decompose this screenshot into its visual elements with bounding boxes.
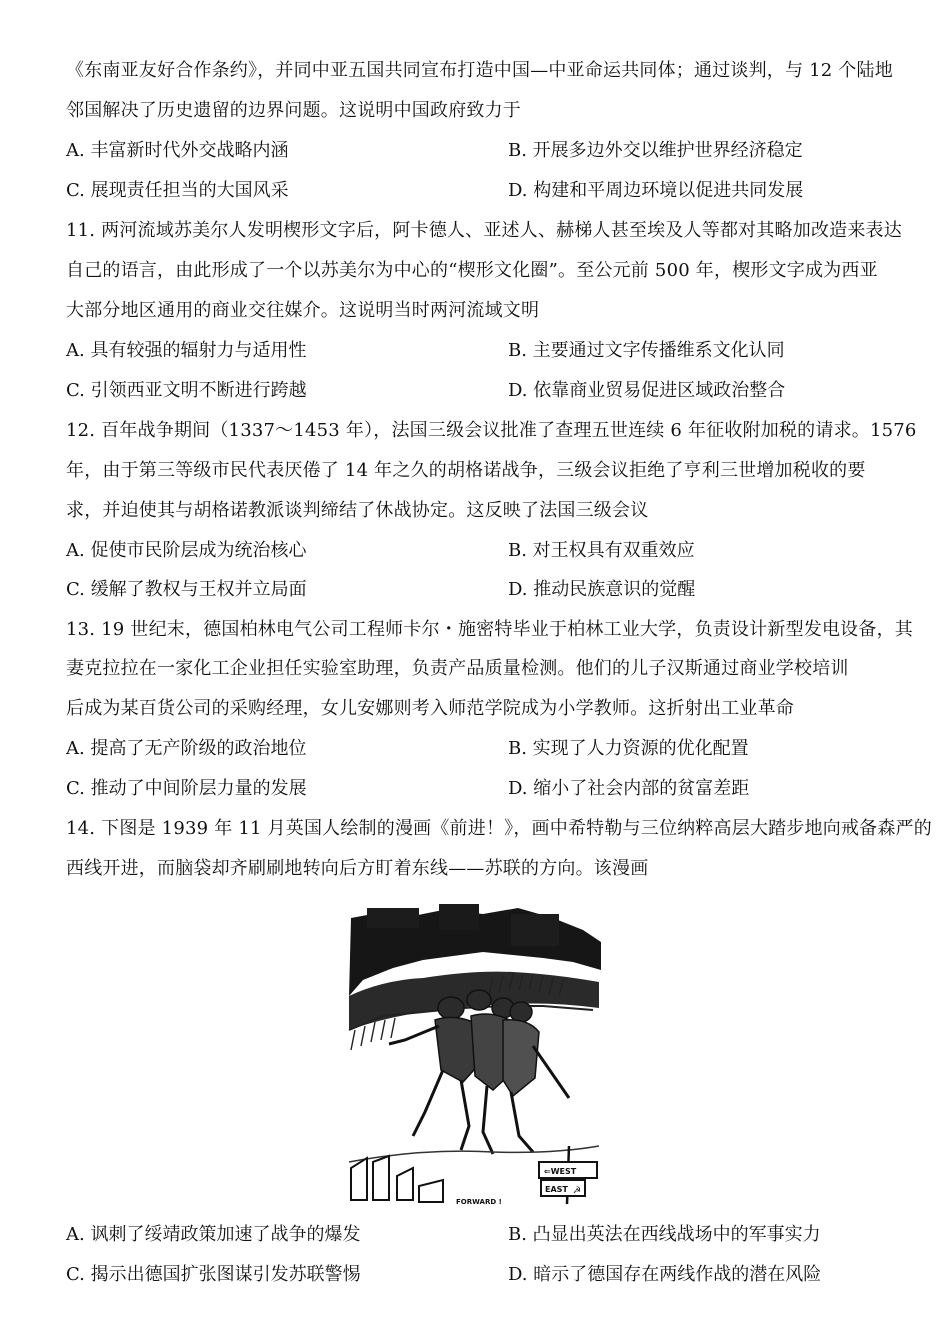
q12-option-a[interactable]: A. 促使市民阶层成为统治核心 <box>66 540 307 561</box>
q11-stem-line-1: 11. 两河流域苏美尔人发明楔形文字后，阿卡德人、亚述人、赫梯人甚至埃及人等都对其略加改造来表达 <box>66 220 902 241</box>
forward-cartoon-image <box>343 900 605 1216</box>
q11-stem-line-2: 自己的语言，由此形成了一个以苏美尔为中心的“楔形文化圈”。至公元前 500 年，楔形文字成为西亚 <box>66 260 878 281</box>
q12-option-b[interactable]: B. 对王权具有双重效应 <box>508 540 695 561</box>
q13-option-a[interactable]: A. 提高了无产阶级的政治地位 <box>66 738 307 759</box>
q11-option-d[interactable]: D. 依靠商业贸易促进区域政治整合 <box>508 380 786 401</box>
q11-stem-line-3: 大部分地区通用的商业交往媒介。这说明当时两河流域文明 <box>66 300 540 321</box>
q14-stem-line-1: 14. 下图是 1939 年 11 月英国人绘制的漫画《前进！》，画中希特勒与三位纳粹高层大踏步地向戒备森严的 <box>66 818 932 839</box>
q13-option-c[interactable]: C. 推动了中间阶层力量的发展 <box>66 778 307 799</box>
q14-stem-line-2: 西线开进，而脑袋却齐刷刷地转向后方盯着东线——苏联的方向。该漫画 <box>66 858 649 879</box>
cartoon-caption: FORWARD ! <box>456 1198 502 1206</box>
q14-option-c[interactable]: C. 揭示出德国扩张图谋引发苏联警惕 <box>66 1264 361 1285</box>
sign-east-label: EAST <box>545 1185 568 1194</box>
hammer-sickle-icon: ☭ <box>573 1186 582 1196</box>
q10-option-d[interactable]: D. 构建和平周边环境以促进共同发展 <box>508 180 804 201</box>
q11-option-a[interactable]: A. 具有较强的辐射力与适用性 <box>66 340 307 361</box>
q10-option-b[interactable]: B. 开展多边外交以维护世界经济稳定 <box>508 140 803 161</box>
q13-stem-line-3: 后成为某百货公司的采购经理，女儿安娜则考入师范学院成为小学教师。这折射出工业革命 <box>66 698 794 719</box>
q10-stem-line-2: 邻国解决了历史遗留的边界问题。这说明中国政府致力于 <box>66 100 521 121</box>
q13-option-b[interactable]: B. 实现了人力资源的优化配置 <box>508 738 749 759</box>
q12-option-d[interactable]: D. 推动民族意识的觉醒 <box>508 579 696 600</box>
q12-option-c[interactable]: C. 缓解了教权与王权并立局面 <box>66 579 307 600</box>
q10-option-a[interactable]: A. 丰富新时代外交战略内涵 <box>66 140 289 161</box>
q12-stem-line-3: 求，并迫使其与胡格诺教派谈判缔结了休战协定。这反映了法国三级会议 <box>66 500 649 521</box>
q11-option-b[interactable]: B. 主要通过文字传播维系文化认同 <box>508 340 785 361</box>
q10-stem-line-1: 《东南亚友好合作条约》，并同中亚五国共同宣布打造中国—中亚命运共同体；通过谈判，与 12 个陆地 <box>66 60 893 81</box>
q13-option-d[interactable]: D. 缩小了社会内部的贫富差距 <box>508 778 750 799</box>
q13-stem-line-1: 13. 19 世纪末，德国柏林电气公司工程师卡尔・施密特毕业于柏林工业大学，负责设计新型发电设备，其 <box>66 619 913 640</box>
q10-option-c[interactable]: C. 展现责任担当的大国风采 <box>66 180 289 201</box>
q14-option-d[interactable]: D. 暗示了德国存在两线作战的潜在风险 <box>508 1264 822 1285</box>
q12-stem-line-1: 12. 百年战争期间（1337～1453 年），法国三级会议批准了查理五世连续 6 年征收附加税的请求。1576 <box>66 420 917 441</box>
q14-option-a[interactable]: A. 讽刺了绥靖政策加速了战争的爆发 <box>66 1224 361 1245</box>
sign-west-label: ⇐WEST <box>544 1167 577 1176</box>
q12-stem-line-2: 年，由于第三等级市民代表厌倦了 14 年之久的胡格诺战争，三级会议拒绝了亨利三世增加税收的要 <box>66 460 866 481</box>
q14-option-b[interactable]: B. 凸显出英法在西线战场中的军事实力 <box>508 1224 821 1245</box>
q11-option-c[interactable]: C. 引领西亚文明不断进行跨越 <box>66 380 307 401</box>
q13-stem-line-2: 妻克拉拉在一家化工企业担任实验室助理，负责产品质量检测。他们的儿子汉斯通过商业学校培训 <box>66 658 849 679</box>
